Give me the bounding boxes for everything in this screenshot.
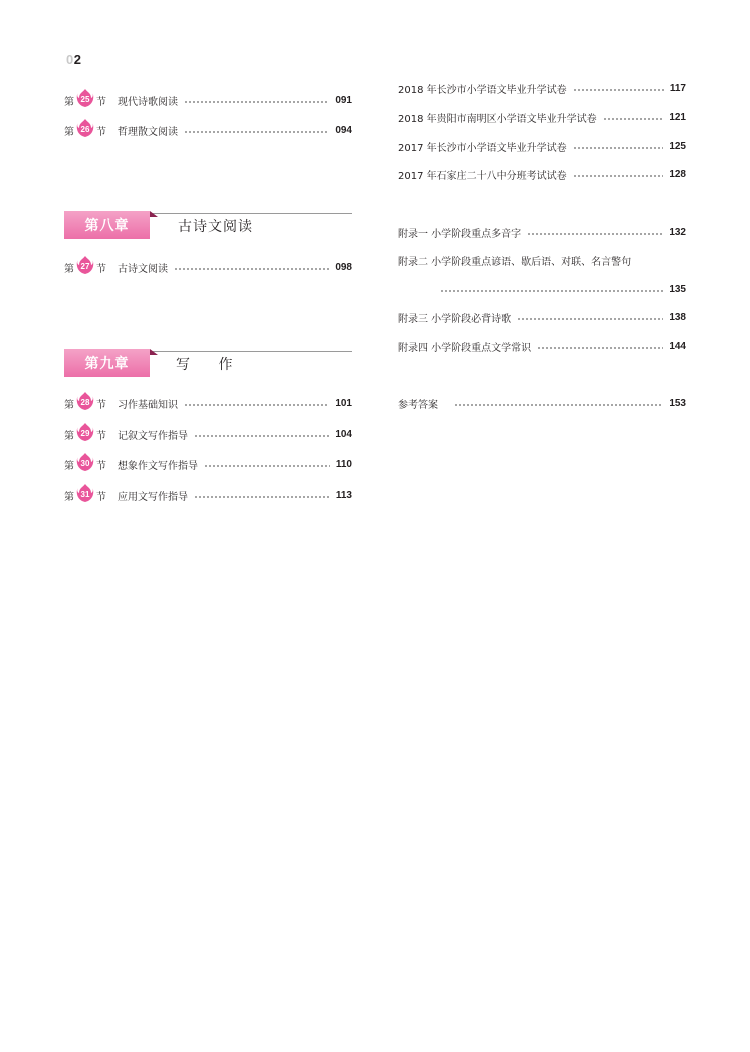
toc-entry-exam-2018-changsha[interactable] [398, 80, 686, 96]
page-number [66, 52, 81, 67]
section-title: 现代诗歌阅读 [118, 96, 178, 108]
toc-entry-appendix-4[interactable] [398, 338, 686, 354]
toc-entry-section-29[interactable] [64, 426, 352, 442]
flame-badge-icon [76, 92, 94, 108]
page-ref: 132 [669, 226, 686, 238]
toc-entry-section-31[interactable] [64, 487, 352, 503]
toc-entry-section-26[interactable] [64, 122, 352, 138]
chapter-label: 第八章 [64, 211, 150, 239]
section-badge-number: 25 [80, 95, 90, 104]
page-ref: 128 [669, 168, 686, 180]
dot-leader [174, 268, 329, 270]
dot-leader [517, 318, 663, 320]
section-suffix: 节 [96, 96, 106, 108]
toc-entry-exam-2017-shijiazhuang[interactable] [398, 166, 686, 182]
dot-leader [184, 101, 329, 103]
section-number [64, 456, 118, 472]
section-badge-number: 29 [80, 429, 90, 438]
section-number [64, 259, 118, 275]
toc-entry-appendix-1[interactable] [398, 224, 686, 240]
section-prefix: 第 [64, 96, 74, 108]
dot-leader [603, 118, 664, 120]
page-ref: 113 [335, 489, 352, 501]
page-ref: 121 [669, 111, 686, 123]
dot-leader [184, 131, 329, 133]
dot-leader [573, 147, 664, 149]
dot-leader [573, 175, 664, 177]
page-ref: 098 [335, 261, 352, 273]
entry-title: 附录二 小学阶段重点谚语、歇后语、对联、名言警句 [398, 256, 632, 268]
chapter-tab-decoration [150, 211, 158, 217]
dot-leader [454, 404, 663, 406]
chapter-label: 第九章 [64, 349, 150, 377]
toc-entry-section-28[interactable] [64, 395, 352, 411]
dot-leader [204, 465, 330, 467]
page-ref: 153 [669, 397, 686, 409]
page-number-main: 2 [73, 52, 82, 67]
page-ref: 138 [669, 311, 686, 323]
section-prefix: 第 [64, 126, 74, 138]
flame-badge-icon [76, 456, 94, 472]
section-title: 应用文写作指导 [118, 491, 188, 503]
chapter-title: 古诗文阅读 [178, 219, 253, 235]
page-ref: 125 [669, 140, 686, 152]
chapter-rule [152, 213, 352, 214]
section-number [64, 395, 118, 411]
entry-title: 2017 年长沙市小学语文毕业升学试卷 [398, 142, 567, 154]
section-suffix: 节 [96, 263, 106, 275]
section-badge-number: 30 [80, 459, 90, 468]
toc-entry-exam-2018-guiyang[interactable] [398, 109, 686, 125]
flame-badge-icon [76, 426, 94, 442]
page-ref: 094 [335, 124, 352, 136]
dot-leader [537, 347, 663, 349]
dot-leader [194, 435, 329, 437]
section-suffix: 节 [96, 460, 106, 472]
page-ref: 117 [669, 82, 686, 94]
toc-entry-section-25[interactable] [64, 92, 352, 108]
dot-leader [194, 496, 330, 498]
section-title: 记叙文写作指导 [118, 430, 188, 442]
page-ref: 091 [335, 94, 352, 106]
chapter-rule [152, 351, 352, 352]
toc-entry-section-27[interactable] [64, 259, 352, 275]
section-number [64, 92, 118, 108]
section-badge-number: 28 [80, 398, 90, 407]
section-number [64, 122, 118, 138]
dot-leader [573, 89, 664, 91]
section-prefix: 第 [64, 430, 74, 442]
page-ref: 110 [335, 458, 352, 470]
section-badge-number: 26 [80, 125, 90, 134]
chapter-title: 写 作 [176, 357, 245, 373]
flame-badge-icon [76, 259, 94, 275]
flame-badge-icon [76, 487, 94, 503]
page-ref: 104 [335, 428, 352, 440]
toc-entry-appendix-3[interactable] [398, 309, 686, 325]
toc-entry-appendix-2[interactable] [398, 252, 686, 268]
flame-badge-icon [76, 122, 94, 138]
page-number-faint: 0 [66, 52, 74, 67]
section-title: 想象作文写作指导 [118, 460, 198, 472]
dot-leader [527, 233, 663, 235]
section-title: 古诗文阅读 [118, 263, 168, 275]
section-suffix: 节 [96, 491, 106, 503]
chapter-tab-decoration [150, 349, 158, 355]
flame-badge-icon [76, 395, 94, 411]
section-prefix: 第 [64, 460, 74, 472]
page-ref: 101 [335, 397, 352, 409]
section-prefix: 第 [64, 491, 74, 503]
section-badge-number: 27 [80, 262, 90, 271]
toc-entry-appendix-2-continued[interactable] [440, 281, 686, 297]
entry-title: 附录四 小学阶段重点文学常识 [398, 342, 532, 354]
toc-entry-section-30[interactable] [64, 456, 352, 472]
dot-leader [184, 404, 329, 406]
entry-title: 2018 年长沙市小学语文毕业升学试卷 [398, 84, 567, 96]
entry-title: 2018 年贵阳市南明区小学语文毕业升学试卷 [398, 113, 597, 125]
entry-title: 附录三 小学阶段必背诗歌 [398, 313, 512, 325]
toc-entry-answers[interactable] [398, 395, 686, 411]
toc-entry-exam-2017-changsha[interactable] [398, 138, 686, 154]
section-title: 习作基础知识 [118, 399, 178, 411]
section-prefix: 第 [64, 263, 74, 275]
section-badge-number: 31 [80, 490, 90, 499]
section-title: 哲理散文阅读 [118, 126, 178, 138]
section-suffix: 节 [96, 399, 106, 411]
section-prefix: 第 [64, 399, 74, 411]
section-number [64, 426, 118, 442]
page-ref: 135 [669, 283, 686, 295]
chapter-9-header [64, 349, 352, 379]
entry-title: 参考答案 [398, 399, 438, 411]
section-suffix: 节 [96, 430, 106, 442]
dot-leader [440, 290, 663, 292]
section-number [64, 487, 118, 503]
section-suffix: 节 [96, 126, 106, 138]
entry-title: 附录一 小学阶段重点多音字 [398, 228, 522, 240]
page-ref: 144 [669, 340, 686, 352]
entry-title: 2017 年石家庄二十八中分班考试试卷 [398, 170, 567, 182]
chapter-8-header [64, 211, 352, 241]
